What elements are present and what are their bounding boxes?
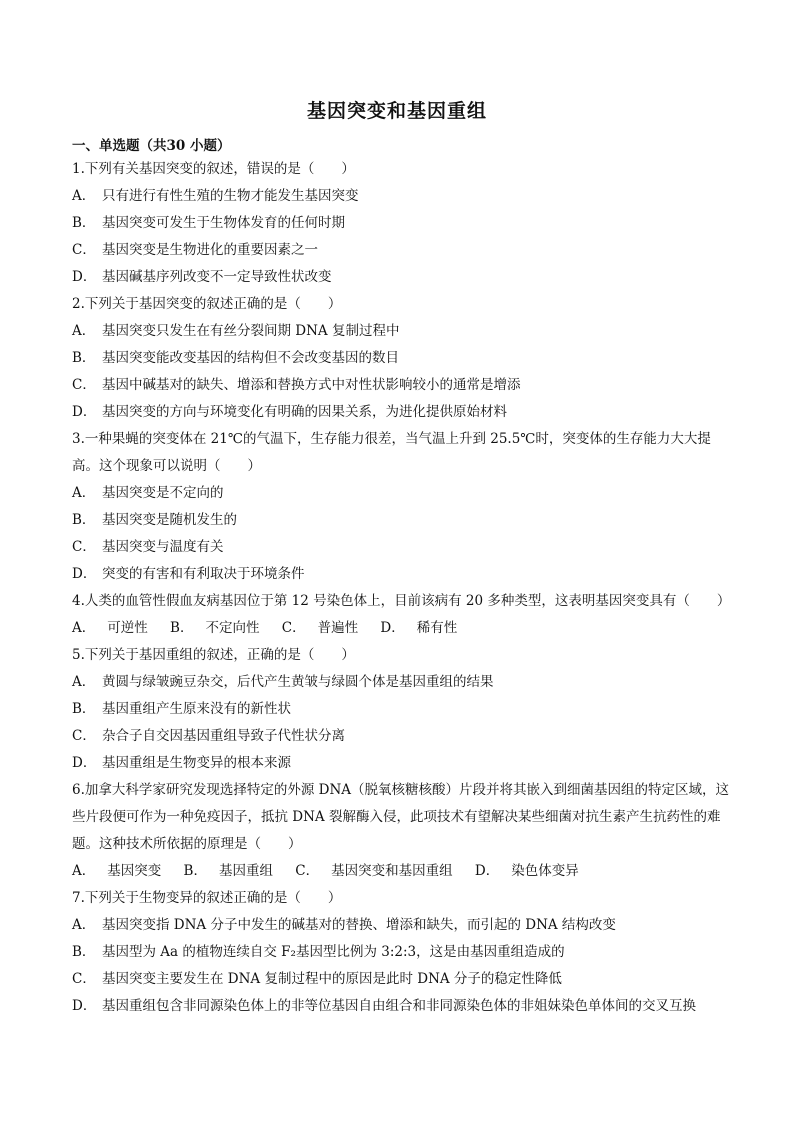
option-text: 基因突变是不定向的 bbox=[102, 485, 224, 501]
option-a bbox=[72, 480, 732, 507]
option-text: 基因碱基序列改变不一定导致性状改变 bbox=[102, 269, 332, 285]
option-c bbox=[72, 237, 732, 264]
option-letter: B． bbox=[170, 620, 194, 636]
option-letter: C． bbox=[72, 242, 96, 258]
option-c bbox=[72, 372, 732, 399]
option-text: 基因重组是生物变异的根本来源 bbox=[102, 755, 291, 771]
page-title: 基因突变和基因重组 bbox=[306, 100, 487, 122]
option-letter: D． bbox=[72, 404, 97, 420]
option-text: 基因中碱基对的缺失、增添和替换方式中对性状影响较小的通常是增添 bbox=[102, 377, 521, 393]
option-letter: A． bbox=[72, 620, 96, 636]
option-text: 可逆性 bbox=[107, 620, 148, 636]
option-text: 突变的有害和有利取决于环境条件 bbox=[102, 566, 305, 582]
question-1 bbox=[72, 156, 732, 291]
option-letter: B． bbox=[72, 215, 96, 231]
option-text: 普遍性 bbox=[317, 620, 359, 636]
option-text: 基因突变和基因重组 bbox=[331, 863, 453, 879]
option-d bbox=[72, 399, 732, 426]
option-a bbox=[72, 912, 732, 939]
question-stem: 4.人类的血管性假血友病基因位于第 12 号染色体上，目前该病有 20 多种类型，这表明基因突变具有（ ） bbox=[72, 593, 731, 609]
option-text: 基因突变与温度有关 bbox=[102, 539, 224, 555]
option-d bbox=[72, 750, 732, 777]
option-d bbox=[72, 264, 732, 291]
option-c bbox=[72, 723, 732, 750]
option-text: 基因重组产生原来没有的新性状 bbox=[102, 701, 291, 717]
option-c bbox=[72, 966, 732, 993]
option-text: 稀有性 bbox=[416, 620, 458, 636]
option-letter: A． bbox=[72, 917, 96, 933]
question-stem: 5.下列关于基因重组的叙述，正确的是（ ） bbox=[72, 647, 355, 663]
option-text: 基因突变能改变基因的结构但不会改变基因的数目 bbox=[102, 350, 399, 366]
option-text: 基因突变的方向与环境变化有明确的因果关系，为进化提供原始材料 bbox=[102, 404, 507, 420]
option-text: 染色体变异 bbox=[511, 863, 579, 879]
option-d bbox=[72, 993, 732, 1020]
option-a bbox=[72, 183, 732, 210]
option-letter: A． bbox=[72, 863, 96, 879]
inline-options bbox=[72, 615, 732, 642]
option-text: 黄圆与绿皱豌豆杂交，后代产生黄皱与绿圆个体是基因重组的结果 bbox=[102, 674, 494, 690]
option-letter: B． bbox=[72, 701, 96, 717]
option-text: 基因重组包含非同源染色体上的非等位基因自由组合和非同源染色体的非姐妹染色单体间的交叉互换 bbox=[102, 998, 696, 1014]
option-letter: A． bbox=[72, 323, 96, 339]
option-text: 基因重组 bbox=[218, 863, 273, 879]
inline-options bbox=[72, 858, 732, 885]
option-letter: C． bbox=[281, 620, 306, 636]
option-letter: B． bbox=[183, 863, 207, 879]
option-text: 不定向性 bbox=[205, 620, 260, 636]
option-text: 杂合子自交因基因重组导致子代性状分离 bbox=[102, 728, 345, 744]
option-letter: C． bbox=[295, 863, 320, 879]
option-text: 基因突变只发生在有丝分裂间期 DNA 复制过程中 bbox=[102, 323, 400, 339]
option-letter: D． bbox=[72, 566, 97, 582]
option-letter: C． bbox=[72, 539, 96, 555]
section-heading: 一、单选题（共30 小题） bbox=[72, 138, 231, 154]
option-d bbox=[72, 561, 732, 588]
option-letter: C． bbox=[72, 728, 96, 744]
option-a bbox=[72, 318, 732, 345]
question-stem: 2.下列关于基因突变的叙述正确的是（ ） bbox=[72, 296, 342, 312]
option-text: 基因突变 bbox=[107, 863, 162, 879]
option-letter: A． bbox=[72, 188, 96, 204]
option-text: 基因突变是随机发生的 bbox=[102, 512, 237, 528]
option-letter: B． bbox=[72, 350, 96, 366]
option-letter: A． bbox=[72, 485, 96, 501]
question-4 bbox=[72, 588, 732, 642]
question-stem: 1.下列有关基因突变的叙述，错误的是（ ） bbox=[72, 161, 355, 177]
question-stem: 3.一种果蝇的突变体在 21℃的气温下，生存能力很差，当气温上升到 25.5℃时，突变体的生存能力大大提高。这个现象可以说明（ ） bbox=[72, 431, 711, 474]
option-letter: C． bbox=[72, 971, 96, 987]
option-letter: B． bbox=[72, 512, 96, 528]
option-letter: B． bbox=[72, 944, 96, 960]
option-text: 基因突变主要发生在 DNA 复制过程中的原因是此时 DNA 分子的稳定性降低 bbox=[102, 971, 562, 987]
option-letter: D． bbox=[72, 269, 97, 285]
option-letter: C． bbox=[72, 377, 96, 393]
question-list bbox=[72, 156, 732, 1020]
option-letter: A． bbox=[72, 674, 96, 690]
question-7 bbox=[72, 885, 732, 1020]
option-letter: D． bbox=[474, 863, 500, 879]
option-letter: D． bbox=[380, 620, 405, 636]
question-3 bbox=[72, 426, 732, 588]
option-text: 只有进行有性生殖的生物才能发生基因突变 bbox=[102, 188, 359, 204]
question-2 bbox=[72, 291, 732, 426]
question-5 bbox=[72, 642, 732, 777]
option-b bbox=[72, 210, 732, 237]
option-text: 基因型为 Aa 的植物连续自交 F₂基因型比例为 3:2:3，这是由基因重组造成的 bbox=[102, 944, 565, 960]
option-c bbox=[72, 534, 732, 561]
question-6 bbox=[72, 777, 732, 885]
question-stem: 6.加拿大科学家研究发现选择特定的外源 DNA（脱氧核糖核酸）片段并将其嵌入到细菌基因组的特定区域，这些片段便可作为一种免疫因子，抵抗 DNA 裂解酶入侵，此项技术有望解决某些细菌对抗生素产生抗药性的难题。这种技术所依据的原理是（ ） bbox=[72, 782, 730, 852]
option-b bbox=[72, 696, 732, 723]
option-b bbox=[72, 345, 732, 372]
option-letter: D． bbox=[72, 755, 97, 771]
question-stem: 7.下列关于生物变异的叙述正确的是（ ） bbox=[72, 890, 342, 906]
option-b bbox=[72, 939, 732, 966]
option-b bbox=[72, 507, 732, 534]
option-text: 基因突变是生物进化的重要因素之一 bbox=[102, 242, 318, 258]
option-a bbox=[72, 669, 732, 696]
option-text: 基因突变可发生于生物体发育的任何时期 bbox=[102, 215, 345, 231]
option-letter: D． bbox=[72, 998, 97, 1014]
option-text: 基因突变指 DNA 分子中发生的碱基对的替换、增添和缺失，而引起的 DNA 结构改变 bbox=[102, 917, 616, 933]
